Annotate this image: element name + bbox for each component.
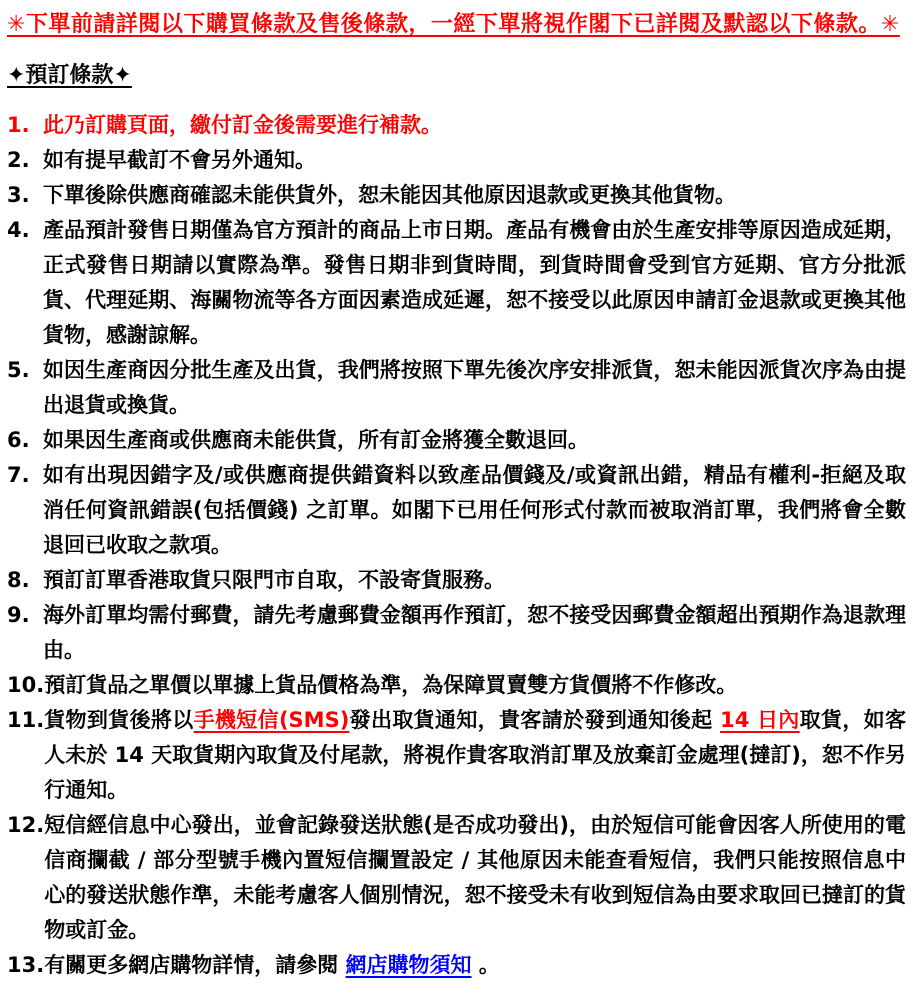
text-segment: 下單後除供應商確認未能供貨外，恕未能因其他原因退款或更換其他貨物。 xyxy=(43,183,736,208)
text-segment: 如有出現因錯字及/或供應商提供錯資料以致產品價錢及/或資訊出錯，精品有權利-拒絕及取消任何資訊錯誤(包括價錢) 之訂單。如閣下已用任何形式付款而被取消訂單，我們將會全數退回已收取之款項。 xyxy=(43,463,906,558)
term-number: 1. xyxy=(7,113,30,138)
text-segment: 取貨，如客人未於 14 天取貨期內取貨及付尾款，將視作貴客取消訂單及放棄訂金處理(撻訂)，恕不作另行通知。 xyxy=(44,708,907,803)
term-item-5 xyxy=(7,353,906,423)
term-item-7 xyxy=(7,458,906,563)
text-segment: 有關更多網店購物詳情，請參閱 xyxy=(44,953,346,978)
term-text xyxy=(44,668,906,703)
text-segment: 產品預計發售日期僅為官方預計的商品上市日期。產品有機會由於生產安排等原因造成延期，正式發售日期請以實際為準。發售日期非到貨時間，到貨時間會受到官方延期、官方分批派貨、代理延期、海關物流等各方面因素造成延遲，恕不接受以此原因申請訂金退款或更換其他貨物，感謝諒解。 xyxy=(43,218,906,348)
section-title-preorder-terms: ✦預訂條款✦ xyxy=(7,62,132,88)
text-segment: 此乃訂購頁面，繳付訂金後需要進行補款。 xyxy=(43,113,442,138)
term-item-8 xyxy=(7,563,906,598)
term-number: 4. xyxy=(7,218,30,243)
term-item-12 xyxy=(7,808,906,948)
term-item-6 xyxy=(7,423,906,458)
term-number: 13. xyxy=(7,953,45,978)
term-text xyxy=(43,563,906,598)
term-text xyxy=(43,353,906,423)
term-item-13 xyxy=(7,948,906,983)
highlight-red-underline: 手機短信(SMS) xyxy=(193,708,350,733)
shop-notice-link[interactable]: 網店購物須知 xyxy=(345,953,472,978)
term-number: 5. xyxy=(7,358,30,383)
text-segment: 短信經信息中心發出，並會記錄發送狀態(是否成功發出)，由於短信可能會因客人所使用的電信商攔截 / 部分型號手機內置短信攔置設定 / 其他原因未能查看短信，我們只能按照信息中心的發送狀態作準，未能考慮客人個別情況，恕不接受未有收到短信為由要求取回已撻訂的貨物或訂金。 xyxy=(44,813,906,943)
header-warning-notice: ✳下單前請詳閱以下購買條款及售後條款，一經下單將視作閣下已詳閱及默認以下條款。✳ xyxy=(7,12,900,37)
term-text xyxy=(43,458,906,563)
term-number: 7. xyxy=(7,463,30,488)
term-number: 12. xyxy=(7,813,45,838)
text-segment: 。 xyxy=(471,953,500,978)
term-text xyxy=(44,703,906,808)
term-text xyxy=(43,178,906,213)
term-number: 2. xyxy=(7,148,30,173)
term-number: 8. xyxy=(7,568,30,593)
term-number: 6. xyxy=(7,428,30,453)
highlight-red-underline: 14 日內 xyxy=(720,708,800,733)
term-number: 10. xyxy=(7,673,45,698)
term-text xyxy=(43,143,906,178)
term-number: 11. xyxy=(7,708,45,733)
term-text xyxy=(44,948,906,983)
text-segment: 如有提早截訂不會另外通知。 xyxy=(43,148,316,173)
text-segment: 如因生產商因分批生產及出貨，我們將按照下單先後次序安排派貨，恕未能因派貨次序為由提出退貨或換貨。 xyxy=(43,358,906,418)
term-item-9 xyxy=(7,598,906,668)
term-text xyxy=(43,108,906,143)
term-text xyxy=(43,423,906,458)
text-segment: 預訂貨品之單價以單據上貨品價格為準，為保障買賣雙方貨價將不作修改。 xyxy=(44,673,738,698)
text-segment: 預訂訂單香港取貨只限門市自取，不設寄貨服務。 xyxy=(43,568,505,593)
term-item-3 xyxy=(7,178,906,213)
term-number: 9. xyxy=(7,603,30,628)
text-segment: 貨物到貨後將以 xyxy=(44,708,194,733)
term-item-10 xyxy=(7,668,906,703)
term-item-2 xyxy=(7,143,906,178)
term-item-4 xyxy=(7,213,906,353)
term-text xyxy=(44,808,906,948)
terms-list xyxy=(7,108,906,983)
text-segment: 海外訂單均需付郵費，請先考慮郵費金額再作預訂，恕不接受因郵費金額超出預期作為退款理由。 xyxy=(43,603,906,663)
term-item-11 xyxy=(7,703,906,808)
term-item-1 xyxy=(7,108,906,143)
term-text xyxy=(43,598,906,668)
text-segment: 如果因生產商或供應商未能供貨，所有訂金將獲全數退回。 xyxy=(43,428,589,453)
text-segment: 發出取貨通知，貴客請於發到通知後起 xyxy=(349,708,721,733)
term-number: 3. xyxy=(7,183,30,208)
term-text xyxy=(43,213,906,353)
